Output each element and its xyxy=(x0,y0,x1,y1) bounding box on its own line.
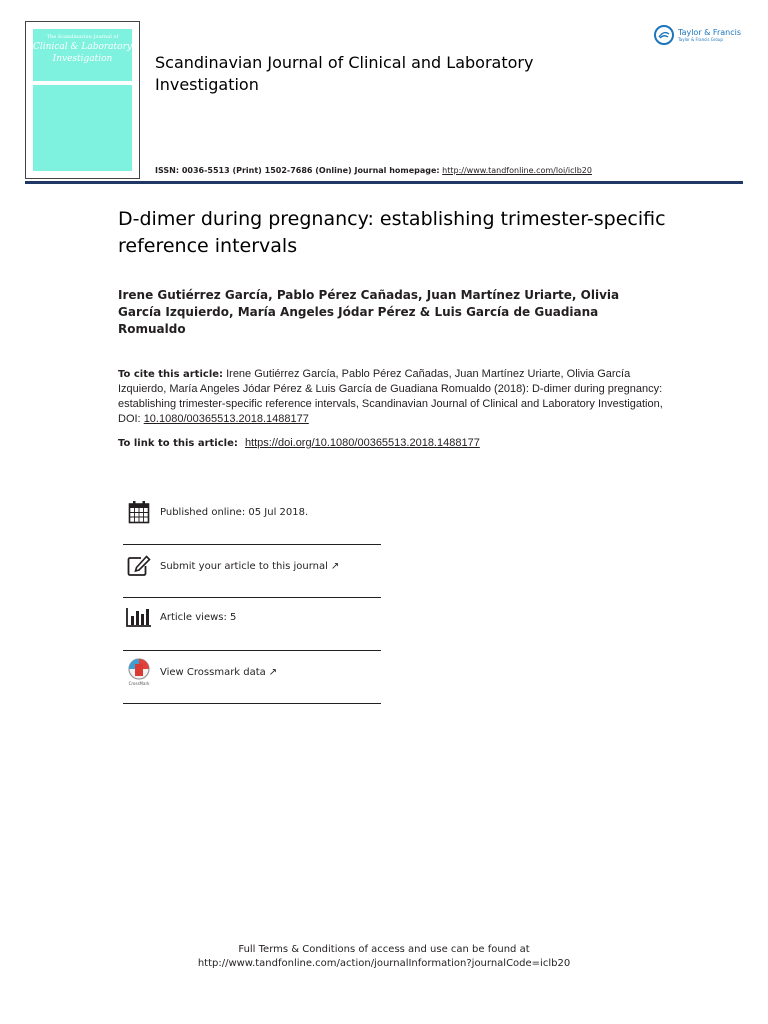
footer-terms-url[interactable]: http://www.tandfonline.com/action/journalInformation?journalCode=iclb20 xyxy=(197,958,571,969)
article-authors: Irene Gutiérrez García, Pablo Pérez Cañadas, Juan Martínez Uriarte, Olivia García Izquierdo, María Angeles Jódar Pérez & Luis García de Guadiana Romualdo xyxy=(118,288,620,336)
published-online-row xyxy=(123,498,381,526)
footer-terms-text: Full Terms & Conditions of access and use can be found at xyxy=(238,944,530,955)
info-divider xyxy=(123,703,381,704)
publisher-logo-icon xyxy=(654,25,674,45)
cover-name-line2: Investigation xyxy=(52,54,113,64)
citation-label: To cite this article: xyxy=(118,369,224,380)
footer xyxy=(0,943,768,971)
info-divider xyxy=(123,650,381,651)
publisher-name: Taylor & Francis xyxy=(678,28,741,37)
calendar-icon xyxy=(126,499,152,525)
info-divider xyxy=(123,597,381,598)
cover-image-block xyxy=(33,85,132,171)
article-views-row xyxy=(123,603,381,631)
issn-text: ISSN: 0036-5513 (Print) 1502-7686 (Online) Journal homepage: xyxy=(155,166,440,175)
info-divider xyxy=(123,544,381,545)
cover-small-text: The Scandinavian Journal of xyxy=(46,34,119,40)
publisher-tagline: Taylor & Francis Group xyxy=(678,37,723,42)
header-divider xyxy=(25,181,743,184)
citation-block xyxy=(118,367,663,427)
bar-chart-icon xyxy=(126,604,152,630)
article-link-label: To link to this article: xyxy=(118,438,238,449)
crossmark-row[interactable] xyxy=(123,658,381,686)
journal-cover xyxy=(25,21,140,179)
citation-doi-link[interactable]: 10.1080/00365513.2018.1488177 xyxy=(143,413,309,425)
submit-article-link[interactable]: Submit your article to this journal xyxy=(160,560,328,572)
citation-text: Irene Gutiérrez García, Pablo Pérez Cañadas, Juan Martínez Uriarte, Olivia García Izquierdo, María Angeles Jódar Pérez & Luis García de Guadiana Romualdo (2018): D-dimer during pregnancy: establishing trimester-specific reference intervals, Scandinavian Journal of Clinical and Laboratory Investigation, DOI: xyxy=(118,368,663,425)
external-link-icon: ↗︎ xyxy=(330,560,340,572)
article-link-block xyxy=(118,437,663,449)
external-link-icon: ↗︎ xyxy=(268,666,278,678)
edit-icon xyxy=(126,553,152,579)
article-doi-link[interactable]: https://doi.org/10.1080/00365513.2018.1488177 xyxy=(244,437,480,449)
crossmark-icon-label: CrossMark xyxy=(128,681,150,686)
submit-article-row[interactable] xyxy=(123,552,381,580)
crossmark-link[interactable]: View Crossmark data xyxy=(160,666,266,678)
article-views-text: Article views: 5 xyxy=(160,611,237,623)
cover-name-line1: Clinical & Laboratory xyxy=(33,42,132,52)
issn-line xyxy=(155,166,592,175)
published-online-text: Published online: 05 Jul 2018. xyxy=(160,506,309,518)
journal-homepage-link[interactable]: http://www.tandfonline.com/loi/iclb20 xyxy=(442,166,592,175)
cover-title-block xyxy=(33,29,132,81)
publisher-logo xyxy=(654,23,741,47)
article-title: D-dimer during pregnancy: establishing trimester-specific reference intervals xyxy=(118,208,666,257)
crossmark-icon xyxy=(126,659,152,685)
journal-title: Scandinavian Journal of Clinical and Laboratory Investigation xyxy=(155,53,534,94)
